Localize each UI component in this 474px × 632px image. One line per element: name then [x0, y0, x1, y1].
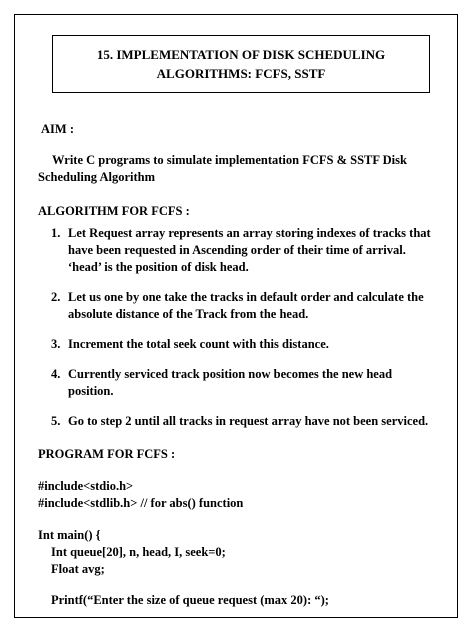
- algorithm-heading: ALGORITHM FOR FCFS :: [38, 204, 190, 218]
- aim-text: Write C programs to simulate implementation FCFS & SSTF Disk Scheduling Algorithm: [38, 153, 407, 184]
- step-text: Increment the total seek count with this distance.: [68, 337, 329, 351]
- step-text: Go to step 2 until all tracks in request array have not been serviced.: [68, 414, 429, 428]
- document: [14, 14, 458, 618]
- title-line-1: 15. IMPLEMENTATION OF DISK SCHEDULING: [96, 47, 386, 62]
- algorithm-steps: [38, 225, 438, 443]
- algorithm-step: [38, 366, 438, 400]
- code-line: Int queue[20], n, head, I, seek=0;: [51, 545, 226, 559]
- step-number: 3.: [51, 337, 61, 351]
- step-number: 4.: [51, 367, 61, 381]
- algorithm-step: [38, 289, 438, 323]
- step-number: 1.: [51, 226, 61, 240]
- title-line-2: ALGORITHMS: FCFS, SSTF: [156, 66, 326, 81]
- aim-heading: AIM :: [41, 122, 74, 136]
- algorithm-step: [38, 413, 438, 430]
- algorithm-step: [38, 225, 438, 276]
- code-line: Float avg;: [51, 562, 105, 576]
- program-heading: PROGRAM FOR FCFS :: [38, 447, 176, 461]
- code-line: #include<stdio.h>: [38, 479, 134, 493]
- step-number: 2.: [51, 290, 61, 304]
- code-line: Printf(“Enter the size of queue request (max 20): “);: [51, 593, 329, 607]
- step-number: 5.: [51, 414, 61, 428]
- step-text: Currently serviced track position now becomes the new head position.: [68, 367, 393, 398]
- code-line: Int main() {: [38, 528, 101, 542]
- step-text: Let us one by one take the tracks in default order and calculate the absolute distance of the Track from the head.: [68, 290, 424, 321]
- code-line: #include<stdlib.h> // for abs() function: [38, 496, 244, 510]
- step-text: Let Request array represents an array storing indexes of tracks that have been requested in Ascending order of their time of arrival. ‘head’ is the position of disk head.: [68, 226, 431, 274]
- algorithm-step: [38, 336, 438, 353]
- title-box: [52, 35, 430, 93]
